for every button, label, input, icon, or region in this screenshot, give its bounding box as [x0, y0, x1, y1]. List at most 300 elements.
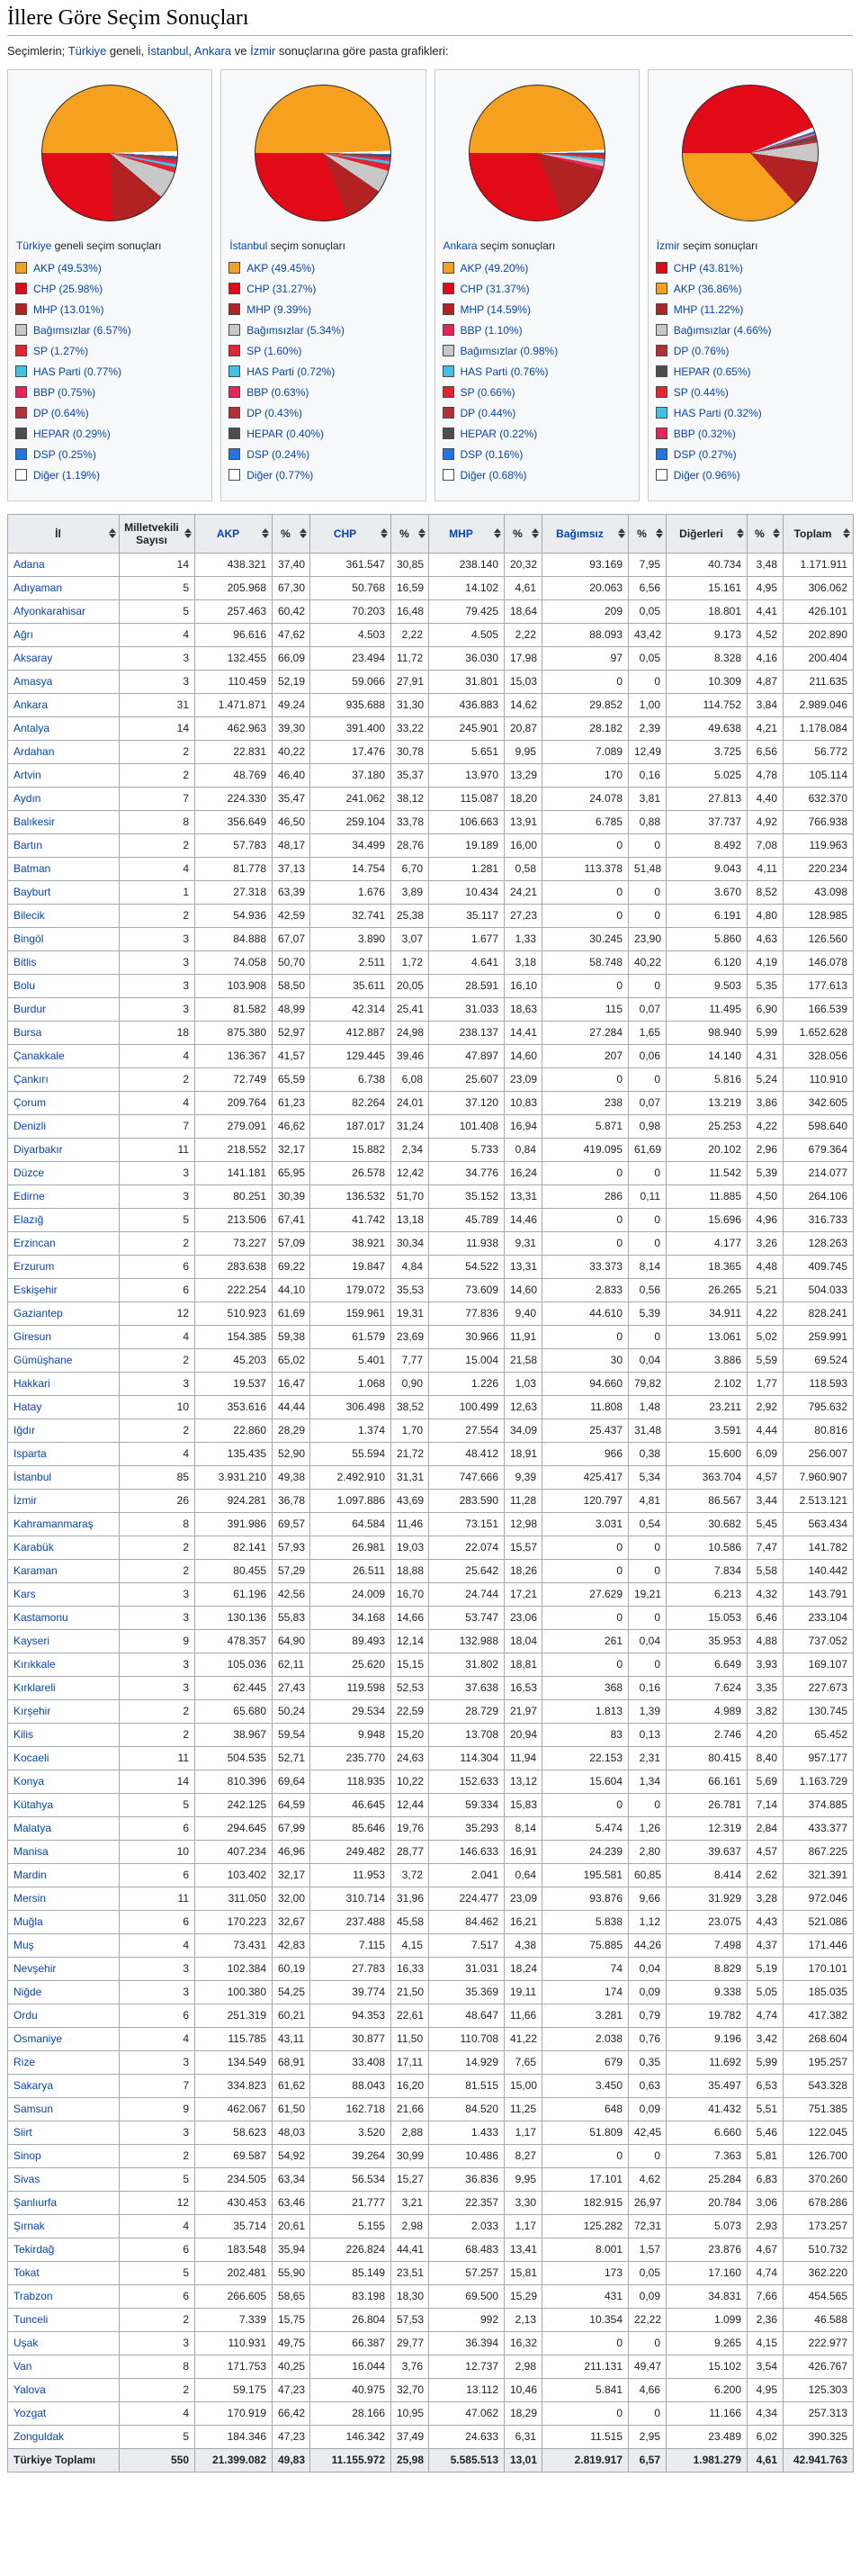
legend-label[interactable]: Diğer (0.68%) — [460, 468, 527, 482]
value-cell: 0 — [629, 1325, 667, 1348]
table-row — [8, 1582, 854, 1606]
value-cell: 184.346 — [195, 2425, 273, 2448]
legend-label[interactable]: Diğer (0.96%) — [673, 468, 740, 482]
value-cell: 431 — [542, 2284, 629, 2308]
province-link[interactable]: Adana — [13, 557, 45, 571]
column-header-diğerleri[interactable] — [667, 514, 748, 553]
province-link[interactable]: Elazığ — [13, 1212, 44, 1226]
legend-color-swatch — [15, 324, 27, 336]
link-ankara[interactable]: Ankara — [443, 239, 478, 252]
value-cell: 3 — [120, 1676, 195, 1699]
value-cell: 47,62 — [273, 623, 310, 646]
province-link[interactable]: Bingöl — [13, 932, 44, 945]
value-cell: 2 — [120, 1699, 195, 1723]
province-cell — [8, 1091, 120, 1114]
province-link[interactable]: Eskişehir — [13, 1283, 58, 1296]
value-cell: 82.141 — [195, 1536, 273, 1559]
province-link[interactable]: Bartın — [13, 838, 43, 851]
column-header-%[interactable] — [748, 514, 784, 553]
value-cell: 751.385 — [784, 2097, 854, 2121]
province-link[interactable]: Yalova — [13, 2382, 46, 2396]
value-cell: 14,66 — [391, 1606, 429, 1629]
province-link[interactable]: Karabük — [13, 1540, 54, 1554]
province-link[interactable]: Siirt — [13, 2125, 32, 2139]
value-cell: 1.281 — [429, 857, 505, 880]
sort-icon — [300, 528, 307, 538]
table-row — [8, 2284, 854, 2308]
header-link[interactable]: CHP — [333, 527, 357, 540]
table-row — [8, 670, 854, 693]
value-cell: 0 — [542, 833, 629, 857]
province-link[interactable]: Bursa — [13, 1025, 42, 1039]
value-cell: 4,32 — [748, 1582, 784, 1606]
value-cell: 18,64 — [505, 599, 542, 623]
legend-label[interactable]: BBP (0.32%) — [673, 427, 736, 440]
province-link[interactable]: Zonguldak — [13, 2429, 65, 2443]
province-link[interactable]: Yozgat — [13, 2406, 47, 2419]
value-cell: 233.104 — [784, 1606, 854, 1629]
legend-label[interactable]: Bağımsızlar (4.66%) — [673, 323, 772, 337]
province-link[interactable]: Van — [13, 2359, 32, 2373]
legend-label[interactable]: BBP (1.10%) — [460, 323, 523, 337]
province-link[interactable]: Ardahan — [13, 744, 55, 758]
value-cell: 0,05 — [629, 599, 667, 623]
value-cell: 251.319 — [195, 2004, 273, 2027]
value-cell: 238 — [542, 1091, 629, 1114]
province-link[interactable]: Tunceli — [13, 2312, 49, 2326]
value-cell: 207 — [542, 1044, 629, 1067]
legend-label[interactable]: SP (1.60%) — [246, 344, 302, 357]
value-cell: 5.155 — [310, 2214, 391, 2238]
value-cell: 17,11 — [391, 2050, 429, 2074]
province-cell — [8, 1793, 120, 1816]
value-cell: 924.281 — [195, 1489, 273, 1512]
value-cell: 370.260 — [784, 2167, 854, 2191]
value-cell: 73.227 — [195, 1231, 273, 1255]
value-cell: 5 — [120, 599, 195, 623]
value-cell: 3,44 — [748, 1489, 784, 1512]
legend-label[interactable]: Diğer (0.77%) — [246, 468, 314, 482]
value-cell: 4,74 — [748, 2261, 784, 2284]
province-link[interactable]: Ordu — [13, 2008, 38, 2022]
province-link[interactable]: Erzincan — [13, 1236, 56, 1249]
province-link[interactable]: Karaman — [13, 1563, 58, 1577]
province-link[interactable]: Ankara — [13, 698, 49, 711]
province-link[interactable]: Iğdır — [13, 1423, 36, 1437]
legend-label[interactable]: Bağımsızlar (0.98%) — [460, 344, 559, 357]
value-cell: 132.988 — [429, 1629, 505, 1653]
value-cell: 2 — [120, 740, 195, 763]
legend-item — [656, 428, 845, 440]
province-link[interactable]: Kayseri — [13, 1634, 50, 1647]
value-cell: 6.660 — [667, 2121, 748, 2144]
value-cell: 154.385 — [195, 1325, 273, 1348]
column-header-mhp[interactable] — [429, 514, 505, 553]
province-link[interactable]: Sivas — [13, 2172, 40, 2185]
province-cell — [8, 1559, 120, 1582]
legend-label[interactable]: DSP (0.25%) — [33, 447, 96, 461]
value-cell: 3 — [120, 950, 195, 974]
value-cell: 227.673 — [784, 1676, 854, 1699]
province-link[interactable]: Adıyaman — [13, 581, 63, 594]
value-cell: 8.492 — [667, 833, 748, 857]
value-cell: 211.131 — [542, 2355, 629, 2378]
value-cell: 44,10 — [273, 1278, 310, 1302]
value-cell: 679.364 — [784, 1138, 854, 1161]
province-link[interactable]: Burdur — [13, 1002, 47, 1015]
legend-label[interactable]: AKP (36.86%) — [673, 282, 742, 295]
legend-label[interactable]: HAS Parti (0.76%) — [460, 365, 549, 378]
province-link[interactable]: Sakarya — [13, 2078, 54, 2092]
value-cell: 0 — [629, 1231, 667, 1255]
province-link[interactable]: Kars — [13, 1587, 36, 1600]
province-link[interactable]: Kırşehir — [13, 1704, 51, 1717]
province-link[interactable]: Kahramanmaraş — [13, 1517, 94, 1530]
province-link[interactable]: Afyonkarahisar — [13, 604, 86, 617]
value-cell: 7.089 — [542, 740, 629, 763]
legend-label[interactable]: CHP (25.98%) — [33, 282, 103, 295]
value-cell: 21,50 — [391, 1980, 429, 2004]
value-cell: 5,45 — [748, 1512, 784, 1536]
province-link[interactable]: Aksaray — [13, 651, 53, 664]
province-link[interactable]: Isparta — [13, 1446, 47, 1460]
value-cell: 4,57 — [748, 1465, 784, 1489]
legend-label[interactable]: DP (0.43%) — [246, 406, 303, 419]
legend-label[interactable]: AKP (49.20%) — [460, 261, 529, 275]
province-link[interactable]: Muğla — [13, 1914, 43, 1928]
value-cell: 18,26 — [505, 1559, 542, 1582]
province-link[interactable]: Mersin — [13, 1891, 47, 1905]
link-ankara[interactable]: Ankara — [193, 43, 232, 58]
column-header-chp[interactable] — [310, 514, 391, 553]
header-link[interactable]: Bağımsız — [556, 527, 604, 540]
legend-label[interactable]: DP (0.44%) — [460, 406, 516, 419]
column-header-%[interactable] — [505, 514, 542, 553]
legend-label[interactable]: HEPAR (0.29%) — [33, 427, 111, 440]
province-link[interactable]: Gaziantep — [13, 1306, 63, 1320]
link-türkiye[interactable]: Türkiye — [16, 239, 52, 252]
value-cell: 174 — [542, 1980, 629, 2004]
legend-label[interactable]: AKP (49.45%) — [246, 261, 316, 275]
value-cell: 5.816 — [667, 1067, 748, 1091]
legend-label[interactable]: HEPAR (0.22%) — [460, 427, 538, 440]
legend-label[interactable]: MHP (11.22%) — [673, 302, 744, 316]
province-link[interactable]: Batman — [13, 861, 51, 875]
value-cell: 40,22 — [629, 950, 667, 974]
value-cell: 13.112 — [429, 2378, 505, 2401]
value-cell: 37,49 — [391, 2425, 429, 2448]
province-link[interactable]: İstanbul — [13, 1470, 52, 1483]
value-cell: 41,22 — [505, 2027, 542, 2050]
value-cell: 264.106 — [784, 1184, 854, 1208]
value-cell: 1,12 — [629, 1910, 667, 1933]
province-link[interactable]: Denizli — [13, 1119, 47, 1132]
province-link[interactable]: Gümüşhane — [13, 1353, 73, 1366]
province-link[interactable]: Bayburt — [13, 885, 51, 898]
value-cell: 266.605 — [195, 2284, 273, 2308]
province-link[interactable]: Çanakkale — [13, 1049, 65, 1062]
province-link[interactable]: Rize — [13, 2055, 36, 2068]
province-link[interactable]: Konya — [13, 1774, 45, 1788]
value-cell: 14 — [120, 1770, 195, 1793]
legend-label[interactable]: HEPAR (0.40%) — [246, 427, 325, 440]
link-türkiye[interactable]: Türkiye — [67, 43, 107, 58]
value-cell: 14 — [120, 553, 195, 576]
value-cell: 41,57 — [273, 1044, 310, 1067]
province-cell — [8, 2027, 120, 2050]
value-cell: 26 — [120, 1489, 195, 1512]
column-header-toplam[interactable] — [784, 514, 854, 553]
province-link[interactable]: Kütahya — [13, 1797, 54, 1811]
value-cell: 7.339 — [195, 2308, 273, 2331]
column-header-bağımsız[interactable] — [542, 514, 629, 553]
province-link[interactable]: Çorum — [13, 1095, 47, 1109]
value-cell: 8,14 — [629, 1255, 667, 1278]
table-header-row — [8, 514, 854, 553]
value-cell: 0,63 — [629, 2074, 667, 2097]
value-cell: 36.394 — [429, 2331, 505, 2355]
legend-label[interactable]: HEPAR (0.65%) — [673, 365, 751, 378]
value-cell: 61,23 — [273, 1091, 310, 1114]
value-cell: 20,05 — [391, 974, 429, 997]
legend-label[interactable]: CHP (31.27%) — [246, 282, 317, 295]
value-cell: 3.725 — [667, 740, 748, 763]
value-cell: 7,08 — [748, 833, 784, 857]
legend-item — [443, 324, 632, 337]
value-cell: 4,38 — [505, 1933, 542, 1957]
pie-chart — [255, 85, 391, 221]
legend-label[interactable]: HAS Parti (0.77%) — [33, 365, 122, 378]
link-i̇zmir[interactable]: İzmir — [250, 43, 276, 58]
total-value-cell: 49,83 — [273, 2448, 310, 2472]
column-header-akp[interactable] — [195, 514, 273, 553]
value-cell: 20.102 — [667, 1138, 748, 1161]
value-cell: 28.729 — [429, 1699, 505, 1723]
province-link[interactable]: Kastamonu — [13, 1610, 68, 1624]
province-link[interactable]: Samsun — [13, 2102, 54, 2115]
value-cell: 6 — [120, 1278, 195, 1302]
province-link[interactable]: Diyarbakır — [13, 1142, 63, 1156]
value-cell: 257.463 — [195, 599, 273, 623]
province-link[interactable]: Edirne — [13, 1189, 45, 1202]
legend-label[interactable]: DSP (0.24%) — [246, 447, 310, 461]
province-cell — [8, 1465, 120, 1489]
value-cell: 57,09 — [273, 1231, 310, 1255]
value-cell: 306.498 — [310, 1395, 391, 1419]
value-cell: 0,05 — [629, 2261, 667, 2284]
legend-label[interactable]: HAS Parti (0.72%) — [246, 365, 336, 378]
province-link[interactable]: Tekirdağ — [13, 2242, 55, 2256]
column-header-milletvekili-sayısı[interactable] — [120, 514, 195, 553]
legend-label[interactable]: BBP (0.75%) — [33, 385, 96, 399]
value-cell: 33,22 — [391, 716, 429, 740]
link-i̇zmir[interactable]: İzmir — [656, 239, 680, 252]
value-cell: 56.772 — [784, 740, 854, 763]
province-link[interactable]: Niğde — [13, 1985, 42, 1998]
province-cell — [8, 1372, 120, 1395]
value-cell: 30,78 — [391, 740, 429, 763]
legend-label[interactable]: DP (0.76%) — [673, 344, 730, 357]
total-value-cell: 5.585.513 — [429, 2448, 505, 2472]
province-link[interactable]: Şanlıurfa — [13, 2195, 58, 2209]
header-link[interactable]: AKP — [216, 527, 240, 540]
legend-item — [656, 469, 845, 482]
value-cell: 67,30 — [273, 576, 310, 599]
province-link[interactable]: Mardin — [13, 1868, 47, 1881]
province-link[interactable]: Ağrı — [13, 627, 34, 641]
province-link[interactable]: Kırıkkale — [13, 1657, 56, 1671]
province-link[interactable]: Artvin — [13, 768, 41, 781]
value-cell: 1.097.886 — [310, 1489, 391, 1512]
table-row — [8, 997, 854, 1021]
value-cell: 21.777 — [310, 2191, 391, 2214]
value-cell: 60,21 — [273, 2004, 310, 2027]
province-link[interactable]: Erzurum — [13, 1259, 55, 1273]
value-cell: 0 — [629, 1793, 667, 1816]
province-link[interactable]: Giresun — [13, 1329, 52, 1343]
legend-item — [443, 469, 632, 482]
value-cell: 22.153 — [542, 1746, 629, 1770]
legend-label[interactable]: HAS Parti (0.32%) — [673, 406, 762, 419]
province-link[interactable]: Şırnak — [13, 2219, 45, 2232]
province-link[interactable]: Nevşehir — [13, 1961, 57, 1975]
header-link[interactable]: MHP — [449, 527, 473, 540]
value-cell: 6.200 — [667, 2378, 748, 2401]
legend-label[interactable]: DSP (0.27%) — [673, 447, 737, 461]
value-cell: 2 — [120, 1536, 195, 1559]
value-cell: 11,28 — [505, 1489, 542, 1512]
legend-label[interactable]: DP (0.64%) — [33, 406, 89, 419]
province-link[interactable]: Bolu — [13, 978, 36, 992]
province-link[interactable]: İzmir — [13, 1493, 37, 1507]
legend-label[interactable]: MHP (13.01%) — [33, 302, 104, 316]
value-cell: 0 — [542, 1653, 629, 1676]
legend-label[interactable]: AKP (49.53%) — [33, 261, 102, 275]
province-link[interactable]: Aydın — [13, 791, 41, 805]
province-link[interactable]: Bilecik — [13, 908, 45, 922]
legend-label[interactable]: Diğer (1.19%) — [33, 468, 101, 482]
value-cell: 23,09 — [505, 1067, 542, 1091]
legend-label[interactable]: CHP (31.37%) — [460, 282, 530, 295]
value-cell: 0 — [629, 880, 667, 904]
column-header-i̇l[interactable] — [8, 514, 120, 553]
legend-item — [443, 345, 632, 357]
value-cell: 54,25 — [273, 1980, 310, 2004]
value-cell: 125.282 — [542, 2214, 629, 2238]
legend-label[interactable]: SP (1.27%) — [33, 344, 89, 357]
legend-color-swatch — [443, 428, 454, 439]
province-cell — [8, 1395, 120, 1419]
value-cell: 6.785 — [542, 810, 629, 833]
value-cell: 2.102 — [667, 1372, 748, 1395]
link-i̇stanbul[interactable]: İstanbul — [147, 43, 189, 58]
text-segment: sonuçlarına göre pasta grafikleri: — [275, 43, 449, 58]
legend-color-swatch — [15, 469, 27, 481]
legend-label[interactable]: Bağımsızlar (5.34%) — [246, 323, 345, 337]
province-link[interactable]: Muş — [13, 1938, 34, 1951]
province-link[interactable]: Tokat — [13, 2265, 40, 2279]
legend-label[interactable]: BBP (0.63%) — [246, 385, 309, 399]
link-i̇stanbul[interactable]: İstanbul — [229, 239, 268, 252]
value-cell: 0,54 — [629, 1512, 667, 1536]
province-link[interactable]: Antalya — [13, 721, 50, 734]
province-link[interactable]: Malatya — [13, 1821, 52, 1834]
value-cell: 7.624 — [667, 1676, 748, 1699]
province-link[interactable]: Amasya — [13, 674, 53, 688]
value-cell: 12,42 — [391, 1161, 429, 1184]
value-cell: 18,81 — [505, 1653, 542, 1676]
legend-label[interactable]: SP (0.66%) — [460, 385, 515, 399]
value-cell: 101.408 — [429, 1114, 505, 1138]
value-cell: 135.435 — [195, 1442, 273, 1465]
legend-label[interactable]: MHP (9.39%) — [246, 302, 312, 316]
province-link[interactable]: Çankırı — [13, 1072, 49, 1085]
province-link[interactable]: Kilis — [13, 1727, 34, 1741]
value-cell: 29.534 — [310, 1699, 391, 1723]
value-cell: 74.058 — [195, 950, 273, 974]
legend-label[interactable]: Bağımsızlar (6.57%) — [33, 323, 131, 337]
province-link[interactable]: Trabzon — [13, 2289, 53, 2302]
province-link[interactable]: Osmaniye — [13, 2031, 63, 2045]
value-cell: 0 — [629, 1559, 667, 1582]
legend-label[interactable]: MHP (14.59%) — [460, 302, 531, 316]
value-cell: 19,11 — [505, 1980, 542, 2004]
value-cell: 311.050 — [195, 1887, 273, 1910]
value-cell: 3,28 — [748, 1887, 784, 1910]
legend-label[interactable]: CHP (43.81%) — [673, 261, 743, 275]
value-cell: 19,21 — [629, 1582, 667, 1606]
column-header-%[interactable] — [273, 514, 310, 553]
value-cell: 8 — [120, 1512, 195, 1536]
province-link[interactable]: Sinop — [13, 2148, 41, 2162]
province-cell — [8, 1606, 120, 1629]
province-link[interactable]: Düzce — [13, 1166, 45, 1179]
legend-color-swatch — [228, 448, 240, 460]
legend-label[interactable]: SP (0.44%) — [673, 385, 729, 399]
value-cell: 4,62 — [629, 2167, 667, 2191]
table-row — [8, 1231, 854, 1255]
province-link[interactable]: Uşak — [13, 2336, 39, 2349]
table-row — [8, 1910, 854, 1933]
province-link[interactable]: Manisa — [13, 1844, 49, 1858]
value-cell: 3,06 — [748, 2191, 784, 2214]
province-link[interactable]: Kırklareli — [13, 1680, 56, 1694]
province-link[interactable]: Hatay — [13, 1400, 42, 1413]
value-cell: 0,09 — [629, 2097, 667, 2121]
province-link[interactable]: Hakkari — [13, 1376, 50, 1390]
province-link[interactable]: Balıkesir — [13, 815, 56, 828]
value-cell: 11,91 — [505, 1325, 542, 1348]
value-cell: 11.515 — [542, 2425, 629, 2448]
province-link[interactable]: Bitlis — [13, 955, 37, 968]
text-segment: seçim sonuçları — [267, 239, 345, 252]
column-header-%[interactable] — [629, 514, 667, 553]
province-link[interactable]: Kocaeli — [13, 1751, 49, 1764]
value-cell: 20,94 — [505, 1723, 542, 1746]
column-header-%[interactable] — [391, 514, 429, 553]
value-cell: 57,53 — [391, 2308, 429, 2331]
value-cell: 2.511 — [310, 950, 391, 974]
value-cell: 5.841 — [542, 2378, 629, 2401]
value-cell: 5 — [120, 1793, 195, 1816]
legend-color-swatch — [228, 345, 240, 356]
value-cell: 66,42 — [273, 2401, 310, 2425]
value-cell: 47.062 — [429, 2401, 505, 2425]
legend-color-swatch — [228, 469, 240, 481]
table-row — [8, 1746, 854, 1770]
legend-label[interactable]: DSP (0.16%) — [460, 447, 524, 461]
value-cell: 59,38 — [273, 1325, 310, 1348]
